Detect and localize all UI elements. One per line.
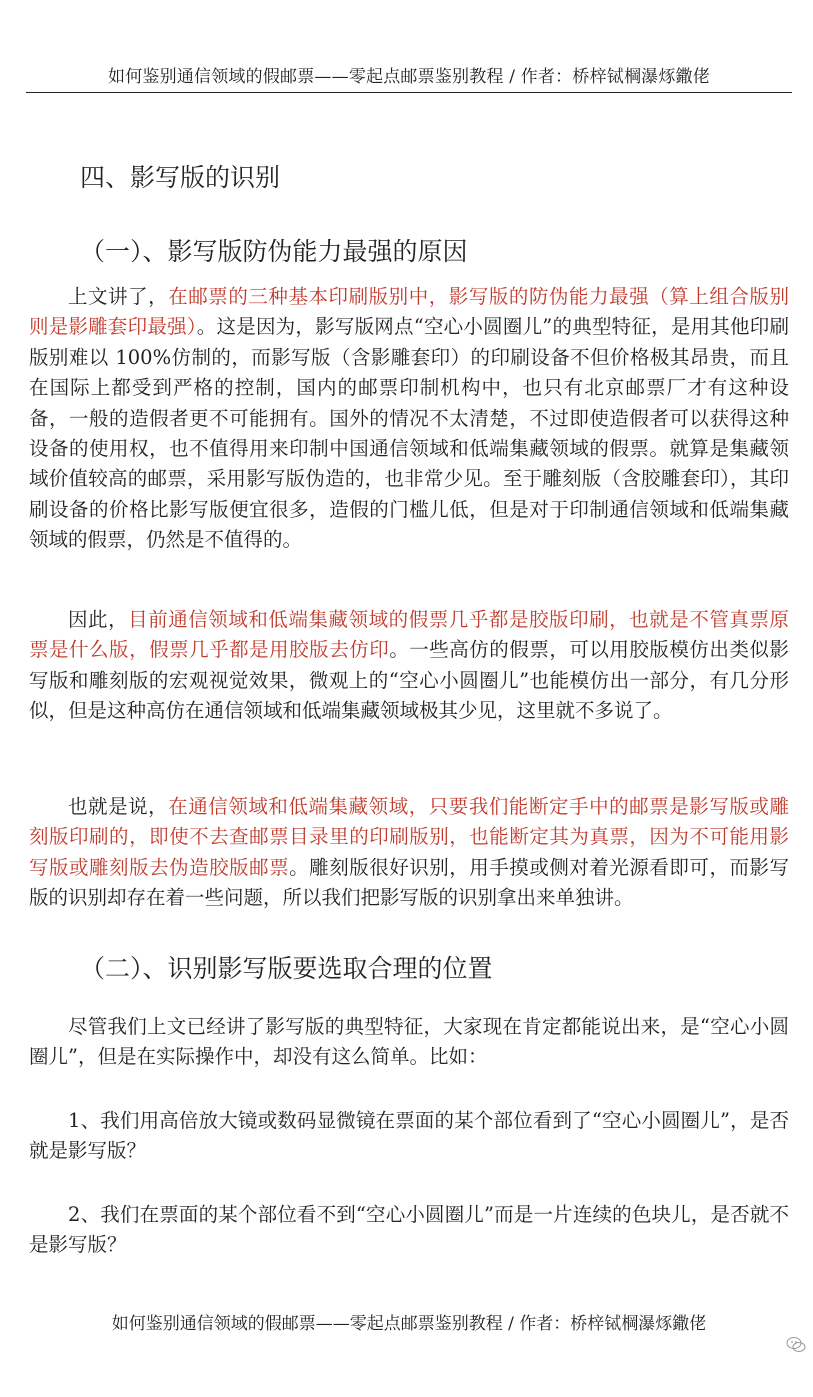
paragraph-3-rest: 。雕刻版很好识别，用手摸或侧对着光源看即可，而影写版的识别却存在着一些问题，所以我们把影写版的识别拿出来单独讲。 <box>29 855 789 910</box>
page-header: 如何鉴别通信领域的假邮票——零起点邮票鉴别教程 / 作者：桥梓铽棡瀑烼鏾佬 <box>108 67 710 87</box>
paragraph-3-highlight: 在通信领域和低端集藏领域，只要我们能断定手中的邮票是影写版或雕刻版印刷的，即使不去查邮票目录里的印刷版别，也能断定其为真票，因为不可能用影写版或雕刻版去伪造胶版邮票 <box>29 795 789 879</box>
paragraph-3 <box>29 792 789 914</box>
subsection-heading-1: （一）、影写版防伪能力最强的原因 <box>80 237 468 266</box>
wechat-logo-icon <box>785 1334 807 1356</box>
subsection-heading-2: （二）、识别影写版要选取合理的位置 <box>80 954 493 983</box>
paragraph-4: 尽管我们上文已经讲了影写版的典型特征，大家现在肯定都能说出来，是“空心小圆圈儿”，但是在实际操作中，却没有这么简单。比如： <box>29 1015 789 1069</box>
page-footer: 如何鉴别通信领域的假邮票——零起点邮票鉴别教程 / 作者：桥梓铽棡瀑烼鏾佬 <box>111 1314 707 1334</box>
paragraph-1-highlight: 在邮票的三种基本印刷版别中，影写版的防伪能力最强（算上组合版别则是影雕套印最强） <box>29 285 789 339</box>
paragraph-2-rest: 。一些高仿的假票，可以用胶版模仿出类似影写版和雕刻版的宏观视觉效果，微观上的“空心小圆圈儿”也能模仿出一部分，有几分形似，但是这种高仿在通信领域和低端集藏领域极其少见，这里就不多说了。 <box>29 638 789 723</box>
paragraph-2-highlight: 目前通信领域和低端集藏领域的假票几乎都是胶版印刷，也就是不管真票原票是什么版，假票几乎都是用胶版去仿印 <box>29 608 789 662</box>
paragraph-1 <box>29 282 789 556</box>
paragraph-2-lead: 因此， <box>68 608 129 631</box>
header-divider <box>26 92 792 93</box>
paragraph-3-lead: 也就是说， <box>68 795 169 818</box>
paragraph-6: 2、我们在票面的某个部位看不到“空心小圆圈儿”而是一片连续的色块儿，是否就不是影写版？ <box>29 1203 789 1257</box>
paragraph-1-rest: 。这是因为，影写版网点“空心小圆圈儿”的典型特征，是用其他印刷版别难以 100%仿制的，而影写版（含影雕套印）的印刷设备不但价格极其昂贵，而且在国际上都受到严格的控制，国内的邮票印制机构中，也只有北京邮票厂才有这种设备，一般的造假者更不可能拥有。国外的情况不太清楚，不过即使造假者可以获得这种设备的使用权，也不值得用来印制中国通信领域和低端集藏领域的假票。就算是集藏领域价值较高的邮票，采用影写版伪造的，也非常少见。至于雕刻版（含胶雕套印），其印刷设备的价格比影写版便宜很多，造假的门槛儿低，但是对于印制通信领域和低端集藏领域的假票，仍然是不值得的。 <box>29 315 789 552</box>
paragraph-2 <box>29 605 789 727</box>
paragraph-5: 1、我们用高倍放大镜或数码显微镜在票面的某个部位看到了“空心小圆圈儿”，是否就是影写版？ <box>29 1109 789 1163</box>
paragraph-1-lead: 上文讲了， <box>68 285 169 308</box>
section-heading: 四、影写版的识别 <box>80 163 281 192</box>
